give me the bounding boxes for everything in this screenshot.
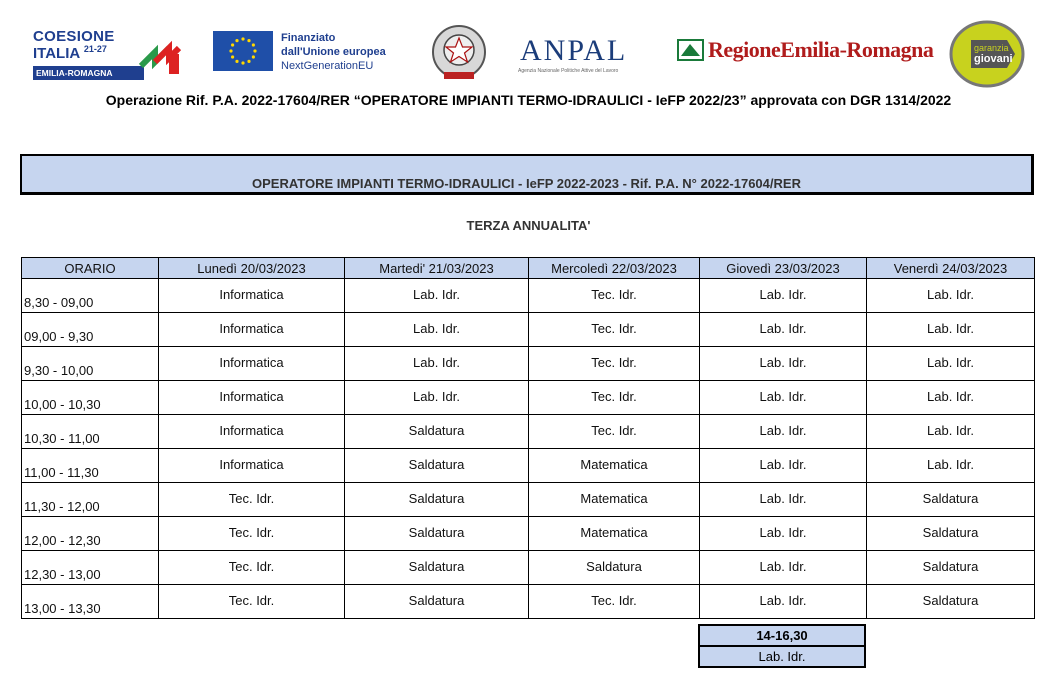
italian-republic-emblem-icon (428, 22, 490, 84)
subject-cell: Tec. Idr. (529, 585, 700, 619)
subject-cell: Lab. Idr. (700, 551, 867, 585)
subject-cell: Lab. Idr. (700, 517, 867, 551)
coesione-line2: ITALIA $^{21-27}$ (33, 44, 107, 62)
time-slot-cell: 8,30 - 09,00 (22, 279, 159, 313)
subject-cell: Saldatura (529, 551, 700, 585)
operazione-reference: Operazione Rif. P.A. 2022-17604/RER “OPERATORE IMPIANTI TERMO-IDRAULICI - IeFP 2022/23” approvata con DGR 1314/2022 (105, 92, 952, 108)
time-slot-cell: 12,00 - 12,30 (22, 517, 159, 551)
subject-cell: Lab. Idr. (867, 313, 1035, 347)
table-row (22, 585, 1035, 619)
subject-cell: Tec. Idr. (529, 279, 700, 313)
subject-cell: Saldatura (345, 517, 529, 551)
year-label: TERZA ANNUALITA' (466, 218, 591, 233)
subject-cell: Lab. Idr. (700, 313, 867, 347)
header-tuesday: Martedi' 21/03/2023 (345, 258, 529, 279)
time-slot-cell: 13,00 - 13,30 (22, 585, 159, 619)
subject-cell: Tec. Idr. (529, 313, 700, 347)
subject-cell: Informatica (159, 347, 345, 381)
anpal-subtitle: Agenzia Nazionale Politiche Attive del Lavoro (518, 68, 619, 74)
afternoon-time: 14-16,30 (699, 625, 865, 646)
table-row (22, 517, 1035, 551)
time-slot-cell: 09,00 - 9,30 (22, 313, 159, 347)
subject-cell: Saldatura (867, 551, 1035, 585)
garanzia-line1: garanzia (974, 43, 1009, 53)
table-row (22, 279, 1035, 313)
eu-funded-logo (213, 31, 403, 77)
table-row (22, 313, 1035, 347)
subject-cell: Lab. Idr. (700, 347, 867, 381)
course-title: OPERATORE IMPIANTI TERMO-IDRAULICI - IeFP 2022-2023 - Rif. P.A. N° 2022-17604/RER (252, 176, 801, 191)
regione-emilia-romagna-logo (677, 37, 934, 71)
subject-cell: Saldatura (345, 483, 529, 517)
subject-cell: Lab. Idr. (867, 449, 1035, 483)
subject-cell: Lab. Idr. (700, 415, 867, 449)
subject-cell: Informatica (159, 449, 345, 483)
subject-cell: Lab. Idr. (345, 381, 529, 415)
subject-cell: Informatica (159, 381, 345, 415)
regione-name: RegioneEmilia-Romagna (708, 37, 934, 62)
header-orario: ORARIO (22, 258, 159, 279)
table-header-row (22, 258, 1035, 279)
table-row (22, 347, 1035, 381)
subject-cell: Lab. Idr. (700, 585, 867, 619)
course-title-banner (20, 154, 1034, 195)
subject-cell: Tec. Idr. (529, 381, 700, 415)
subject-cell: Saldatura (345, 449, 529, 483)
subject-cell: Lab. Idr. (700, 483, 867, 517)
subject-cell: Lab. Idr. (700, 449, 867, 483)
subject-cell: Lab. Idr. (345, 347, 529, 381)
time-slot-cell: 10,00 - 10,30 (22, 381, 159, 415)
subject-cell: Tec. Idr. (159, 551, 345, 585)
weekly-schedule-table (21, 257, 1035, 619)
table-row (22, 381, 1035, 415)
regione-mark-icon (677, 39, 704, 61)
time-slot-cell: 11,00 - 11,30 (22, 449, 159, 483)
coesione-arrows-icon (135, 32, 181, 76)
table-row (22, 415, 1035, 449)
subject-cell: Saldatura (867, 517, 1035, 551)
eu-text: Finanziato dall'Unione europea NextGenerationEU (281, 32, 386, 72)
garanzia-giovani-logo (947, 18, 1027, 90)
header-monday: Lunedì 20/03/2023 (159, 258, 345, 279)
subject-cell: Saldatura (345, 585, 529, 619)
subject-cell: Matematica (529, 517, 700, 551)
subject-cell: Tec. Idr. (529, 347, 700, 381)
subject-cell: Tec. Idr. (159, 517, 345, 551)
header-friday: Venerdì 24/03/2023 (867, 258, 1035, 279)
coesione-italia-logo (33, 28, 181, 76)
subject-cell: Lab. Idr. (700, 279, 867, 313)
garanzia-line2: giovani (974, 53, 1013, 65)
table-row (22, 449, 1035, 483)
eu-flag-icon (213, 31, 273, 71)
subject-cell: Lab. Idr. (867, 381, 1035, 415)
table-row (22, 483, 1035, 517)
subject-cell: Lab. Idr. (345, 279, 529, 313)
subject-cell: Saldatura (345, 415, 529, 449)
subject-cell: Lab. Idr. (700, 381, 867, 415)
subject-cell: Saldatura (867, 585, 1035, 619)
subject-cell: Tec. Idr. (159, 585, 345, 619)
time-slot-cell: 9,30 - 10,00 (22, 347, 159, 381)
subject-cell: Matematica (529, 483, 700, 517)
subject-cell: Saldatura (867, 483, 1035, 517)
subject-cell: Informatica (159, 279, 345, 313)
subject-cell: Tec. Idr. (529, 415, 700, 449)
subject-cell: Lab. Idr. (867, 347, 1035, 381)
coesione-line1: COESIONE (33, 28, 115, 45)
table-row (22, 551, 1035, 585)
afternoon-subject: Lab. Idr. (699, 646, 865, 667)
anpal-logo (518, 34, 648, 78)
subject-cell: Saldatura (345, 551, 529, 585)
time-slot-cell: 12,30 - 13,00 (22, 551, 159, 585)
afternoon-slot-table (698, 624, 866, 668)
time-slot-cell: 11,30 - 12,00 (22, 483, 159, 517)
header-thursday: Giovedì 23/03/2023 (700, 258, 867, 279)
subject-cell: Informatica (159, 313, 345, 347)
subject-cell: Lab. Idr. (345, 313, 529, 347)
logo-row (0, 18, 1057, 88)
header-wednesday: Mercoledì 22/03/2023 (529, 258, 700, 279)
subject-cell: Tec. Idr. (159, 483, 345, 517)
coesione-region: EMILIA-ROMAGNA (33, 66, 144, 80)
subject-cell: Lab. Idr. (867, 415, 1035, 449)
anpal-name: ANPAL (520, 34, 628, 67)
subject-cell: Matematica (529, 449, 700, 483)
subject-cell: Informatica (159, 415, 345, 449)
time-slot-cell: 10,30 - 11,00 (22, 415, 159, 449)
subject-cell: Lab. Idr. (867, 279, 1035, 313)
